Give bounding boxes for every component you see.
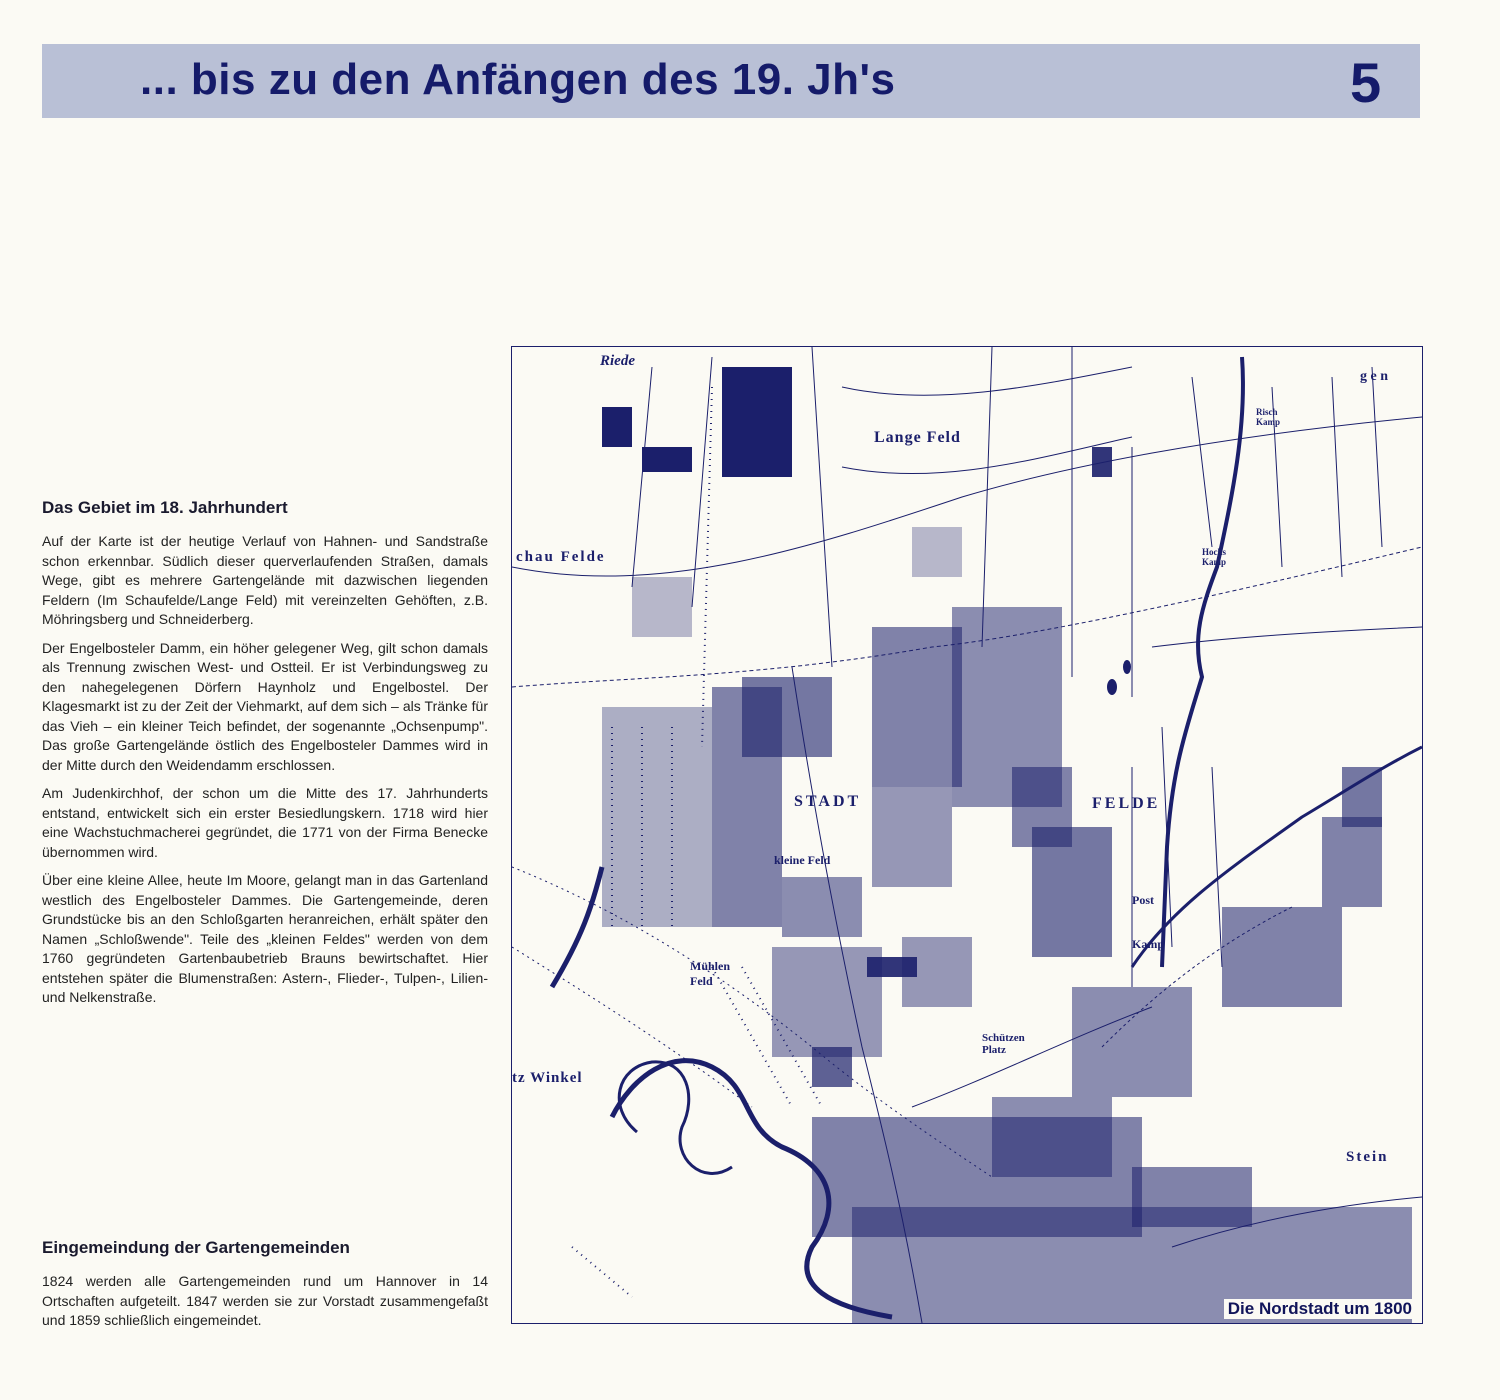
map-label-stadt: STADT bbox=[794, 793, 862, 810]
paragraph: Über eine kleine Allee, heute Im Moore, gelangt man in das Gartenland westlich des Engelbosteler Dammes. Die Gartengemeinde, deren Grundstücke bis an den Schloßgarten heranreichen, erhält später den Namen „Schloßwende". Teile des „kleinen Feldes" werden von dem 1760 gegründeten Gartenbaubetrieb Brauns bewirtschaftet. Hier entstehen später die Blumenstraßen: Astern-, Flieder-, Tulpen-, Lilien- und Nelkenstraße. bbox=[42, 872, 488, 1005]
map-label-winkel: tz Winkel bbox=[512, 1070, 583, 1086]
map-label-lange-feld: Lange Feld bbox=[874, 429, 961, 446]
paragraph: Am Judenkirchhof, der schon um die Mitte des 17. Jahrhunderts entstand, entwickelt sich ein erster Besiedlungskern. 1718 wird hier eine Wachstuchmacherei gegründet, die 1771 von der Firma Benecke übernommen wird. bbox=[42, 785, 488, 860]
map-label-kleine-feld: kleine Feld bbox=[774, 853, 831, 867]
section-heading: Das Gebiet im 18. Jahrhundert bbox=[42, 498, 288, 517]
paragraph: 1824 werden alle Gartengemeinden rund um Hannover in 14 Ortschaften aufgeteilt. 1847 werden sie zur Vorstadt zusammengefaßt und 1859 schließlich eingemeindet. bbox=[42, 1273, 488, 1328]
map-label-schaufelde: chau Felde bbox=[516, 549, 606, 565]
map-label-schutzen-platz: Schützen Platz bbox=[982, 1032, 1025, 1056]
map-label-felde: FELDE bbox=[1092, 795, 1161, 812]
map-label-post: Post bbox=[1132, 893, 1154, 907]
map-label-gen: g e n bbox=[1360, 369, 1388, 384]
section-18th-century bbox=[42, 498, 488, 1017]
map-caption: Die Nordstadt um 1800 bbox=[1224, 1299, 1416, 1319]
map-label-risch-kamp: Risch Kamp bbox=[1256, 407, 1281, 427]
section-incorporation bbox=[42, 1238, 488, 1340]
paragraph: Auf der Karte ist der heutige Verlauf von Hahnen- und Sandstraße schon erkennbar. Südlich dieser querverlaufenden Straßen, damals Wege, gibt es mehrere Gartengelände mit dazwischen liegenden Feldern (Im Schaufelde/Lange Feld) mit vereinzelten Gehöften, z.B. Möhringsberg und Schneiderberg. bbox=[42, 533, 488, 627]
map-label-kamp: Kamp bbox=[1132, 937, 1165, 951]
section-heading: Eingemeindung der Gartengemeinden bbox=[42, 1238, 350, 1257]
map-drawing bbox=[512, 347, 1422, 1323]
map-label-muhlen-feld: Mühlen Feld bbox=[690, 959, 731, 988]
paragraph: Der Engelbosteler Damm, ein höher gelegener Weg, gilt schon damals als Trennung zwischen West- und Ostteil. Er ist Verbindungsweg zu den nahegelegenen Dörfern Haynholz und Engelbostel. Der Klagesmarkt ist zu der Zeit der Viehmarkt, auf dem sich – als Tränke für das Vieh – ein kleiner Teich befindet, der sogenannte „Ochsenpump". Das große Gartengelände östlich des Engelbosteler Dammes wird in der Mitte durch den Weidendamm erschlossen. bbox=[42, 639, 488, 773]
map-label-riede: Riede bbox=[600, 353, 635, 369]
map-label-stein: Stein bbox=[1346, 1149, 1389, 1165]
map-label-hocks-kamp: Hocks Kamp bbox=[1202, 547, 1227, 567]
historic-map bbox=[511, 346, 1423, 1324]
page-title: ... bis zu den Anfängen des 19. Jh's bbox=[140, 55, 896, 104]
page-number: 5 bbox=[1350, 51, 1382, 114]
